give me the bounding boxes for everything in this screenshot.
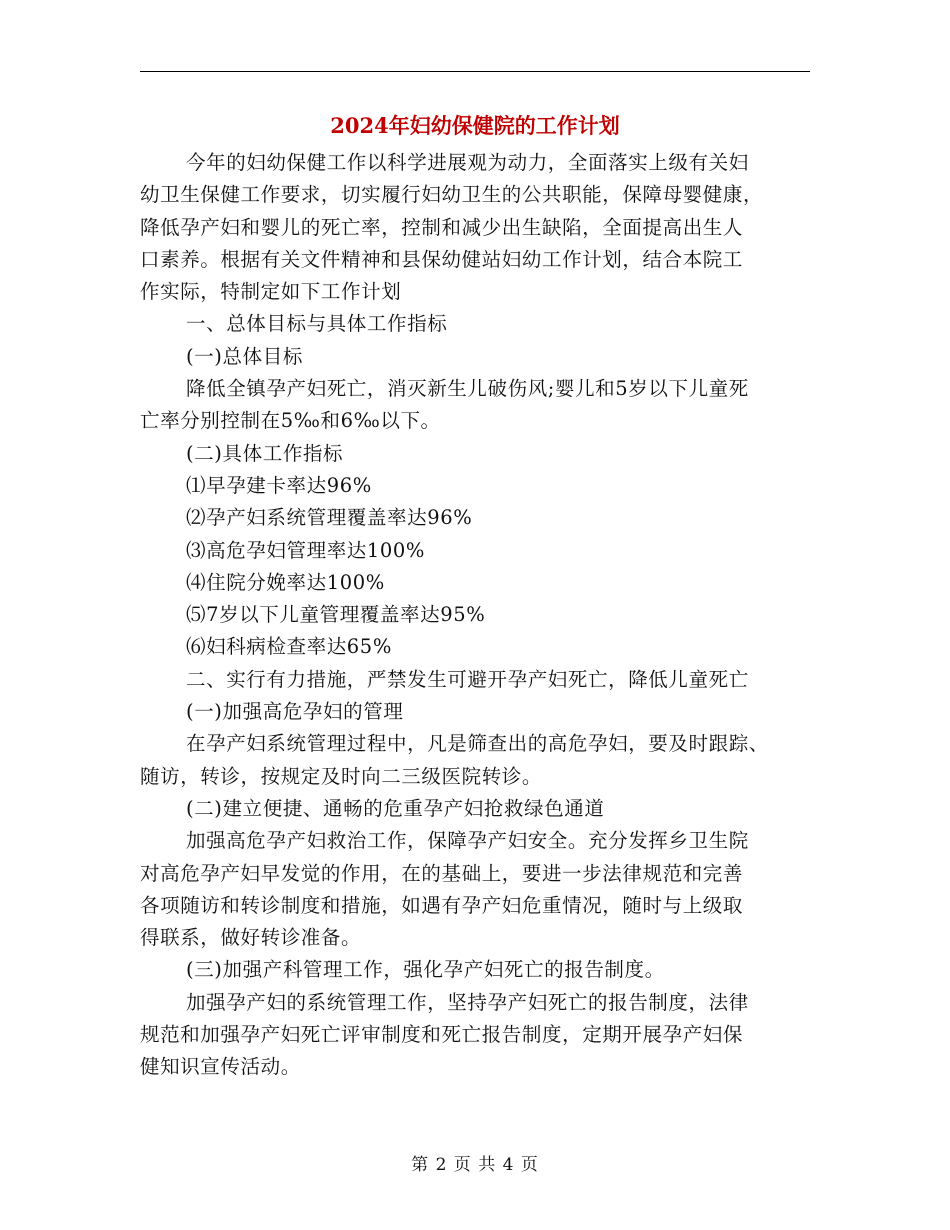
body-line: 口素养。根据有关文件精神和县保幼健站妇幼工作计划，结合本院工 — [140, 247, 744, 271]
body-line: 一、总体目标与具体工作指标 — [186, 312, 448, 336]
body-line: ⑴早孕建卡率达96% — [186, 473, 372, 497]
body-line: 加强高危孕产妇救治工作，保障孕产妇安全。充分发挥乡卫生院 — [186, 829, 749, 853]
body-line: 作实际，特制定如下工作计划 — [140, 280, 402, 304]
body-line: 二、实行有力措施，严禁发生可避开孕产妇死亡，降低儿童死亡 — [186, 667, 749, 691]
body-line: (二)具体工作指标 — [186, 441, 344, 465]
body-line: ⑵孕产妇系统管理覆盖率达96% — [186, 506, 473, 530]
body-line: (一)加强高危孕妇的管理 — [186, 700, 404, 724]
body-line: (二)建立便捷、通畅的危重孕产妇抢救绿色通道 — [186, 796, 605, 820]
page-footer: 第 2 页 共 4 页 — [411, 1155, 539, 1175]
body-line: ⑸7岁以下儿童管理覆盖率达95% — [186, 603, 486, 627]
body-line: (一)总体目标 — [186, 344, 303, 368]
body-line: 降低孕产妇和婴儿的死亡率，控制和减少出生缺陷，全面提高出生人 — [140, 215, 744, 239]
body-line: 健知识宣传活动。 — [140, 1055, 301, 1079]
header-rule — [140, 71, 810, 72]
body-line: 在孕产妇系统管理过程中，凡是筛查出的高危孕妇，要及时跟踪、 — [186, 732, 769, 756]
body-line: ⑷住院分娩率达100% — [186, 570, 385, 594]
body-line: 今年的妇幼保健工作以科学进展观为动力，全面落实上级有关妇 — [186, 151, 749, 174]
body-line: 加强孕产妇的系统管理工作，坚持孕产妇死亡的报告制度，法律 — [186, 990, 749, 1014]
body-line: 对高危孕产妇早发觉的作用，在的基础上，要进一步法律规范和完善 — [140, 861, 744, 885]
body-line: 得联系，做好转诊准备。 — [140, 926, 362, 950]
body-line: ⑶高危孕妇管理率达100% — [186, 538, 426, 562]
document-title: 2024年妇幼保健院的工作计划 — [330, 113, 620, 138]
document-body — [140, 147, 812, 1084]
body-line: 规范和加强孕产妇死亡评审制度和死亡报告制度，定期开展孕产妇保 — [140, 1023, 744, 1047]
body-line: 降低全镇孕产妇死亡，消灭新生儿破伤风;婴儿和5岁以下儿童死 — [186, 377, 749, 401]
body-line: 各项随访和转诊制度和措施，如遇有孕产妇危重情况，随时与上级取 — [140, 893, 744, 917]
body-line: ⑹妇科病检查率达65% — [186, 635, 392, 659]
body-line: 幼卫生保健工作要求，切实履行妇幼卫生的公共职能，保障母婴健康， — [140, 183, 764, 207]
body-line: (三)加强产科管理工作，强化孕产妇死亡的报告制度。 — [186, 958, 665, 982]
body-line: 随访，转诊，按规定及时向二三级医院转诊。 — [140, 764, 543, 788]
body-line: 亡率分别控制在5‰和6‰以下。 — [140, 409, 441, 433]
